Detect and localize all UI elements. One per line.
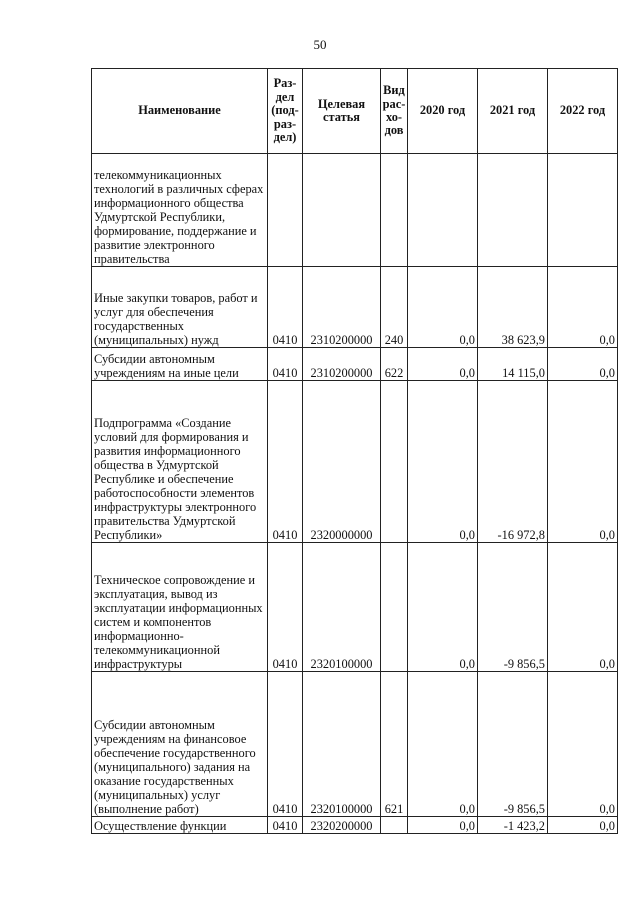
row-target: 2320100000 [303, 672, 381, 817]
table-row [92, 348, 618, 381]
row-section: 0410 [268, 267, 303, 348]
row-target: 2310200000 [303, 267, 381, 348]
row-2020: 0,0 [408, 381, 478, 543]
row-target: 2320000000 [303, 381, 381, 543]
row-expense-type [381, 154, 408, 267]
table-row [92, 543, 618, 672]
row-2020: 0,0 [408, 817, 478, 834]
row-2022: 0,0 [548, 267, 618, 348]
row-name: Субсидии автономным учреждениям на финансовое обеспечение государственного (муниципального) задания на оказание государственных (муниципальных) услуг (выполнение работ) [92, 672, 268, 817]
table-header-row [92, 69, 618, 154]
row-name: Подпрограмма «Создание условий для формирования и развития информационного общества в Удмуртской Республике и обеспечение работоспособности элементов инфраструктуры электронного правительства Удмуртской Республики» [92, 381, 268, 543]
header-2022: 2022 год [548, 69, 618, 154]
row-2021: -9 856,5 [478, 672, 548, 817]
row-2020: 0,0 [408, 267, 478, 348]
table-row [92, 817, 618, 834]
row-target: 2310200000 [303, 348, 381, 381]
row-target [303, 154, 381, 267]
row-name: Осуществление функции [92, 817, 268, 834]
row-2022: 0,0 [548, 543, 618, 672]
row-2022: 0,0 [548, 817, 618, 834]
row-section: 0410 [268, 672, 303, 817]
row-expense-type: 621 [381, 672, 408, 817]
table-row [92, 154, 618, 267]
page-number: 50 [313, 37, 327, 52]
row-section: 0410 [268, 381, 303, 543]
row-section: 0410 [268, 817, 303, 834]
row-name: Субсидии автономным учреждениям на иные цели [92, 348, 268, 381]
header-2020: 2020 год [408, 69, 478, 154]
row-section [268, 154, 303, 267]
table-row [92, 381, 618, 543]
header-target: Целевая статья [303, 69, 381, 154]
header-section: Раз-дел (под-раз-дел) [268, 69, 303, 154]
row-target: 2320200000 [303, 817, 381, 834]
row-2022: 0,0 [548, 348, 618, 381]
header-expense-type: Вид рас-хо-дов [381, 69, 408, 154]
row-name: Техническое сопровождение и эксплуатация, вывод из эксплуатации информационных систем и компонентов информационно-телекоммуникационной инфраструктуры [92, 543, 268, 672]
row-2022: 0,0 [548, 672, 618, 817]
row-expense-type [381, 381, 408, 543]
row-name: Иные закупки товаров, работ и услуг для обеспечения государственных (муниципальных) нужд [92, 267, 268, 348]
row-2020: 0,0 [408, 348, 478, 381]
row-2020 [408, 154, 478, 267]
row-2021: 14 115,0 [478, 348, 548, 381]
row-target: 2320100000 [303, 543, 381, 672]
row-expense-type: 240 [381, 267, 408, 348]
row-expense-type [381, 543, 408, 672]
row-2021 [478, 154, 548, 267]
row-name: телекоммуникационных технологий в различных сферах информационного общества Удмуртской Республики, формирование, поддержание и развитие электронного правительства [92, 154, 268, 267]
table-row [92, 672, 618, 817]
row-2022: 0,0 [548, 381, 618, 543]
row-2021: -9 856,5 [478, 543, 548, 672]
row-2021: 38 623,9 [478, 267, 548, 348]
budget-table [91, 68, 618, 834]
row-2020: 0,0 [408, 672, 478, 817]
header-2021: 2021 год [478, 69, 548, 154]
row-2022 [548, 154, 618, 267]
row-expense-type: 622 [381, 348, 408, 381]
row-section: 0410 [268, 348, 303, 381]
row-2021: -16 972,8 [478, 381, 548, 543]
row-expense-type [381, 817, 408, 834]
row-section: 0410 [268, 543, 303, 672]
table-row [92, 267, 618, 348]
header-name: Наименование [92, 69, 268, 154]
row-2021: -1 423,2 [478, 817, 548, 834]
row-2020: 0,0 [408, 543, 478, 672]
